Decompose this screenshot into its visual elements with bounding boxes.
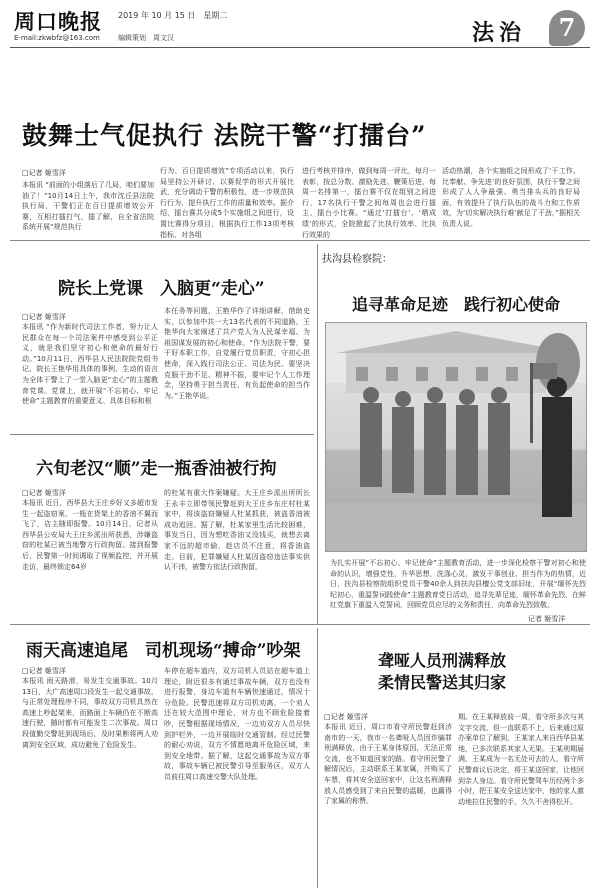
article-party-lecture-col-1: 本报讯 “作为新时代司法工作者，努力让人民群众在每一个司法案件中感受到公平正义，就是我们坚守初心和使命的最好行动。”10月11日，西华县人民法院院党组书记、院长王艳华用具体的事例、生动的语言为全体干警上了一堂入脑更“走心”的主题教育党课。党课上，就开展“不忘初心、牢记使命”主题教育的重要意义、具体目标和根 (22, 323, 158, 406)
section-title: 法治 (472, 20, 527, 46)
photo-article-headline: 追寻革命足迹 践行初心使命 (352, 295, 561, 314)
article-sesame-oil-headline: 六旬老汉“顺”走一瓶香油被行拘 (36, 459, 277, 479)
article-release-col-1: 本报讯 近日，周口市看守所民警赶到济南市的一天，我市一名聋哑人员因诈骗罪刑满释放，由于王某身体原因，无法正常交流，也不知道回家的路。看守所民警了解情况后，主动联系王某家属，并购买了车票，将其安全送回家中，让这名刑满释放人员感受到了来自民警的温暖，也赢得了家属的称赞。 (324, 723, 452, 806)
article-release-col-2: 期。在王某释放前一周，看守所多次与其文字交流，但一直联系不上，后来通过原办案单位了解到，王某家人来自西华县某地，已多次联系其家人无果。王某刑期届满，王某成为一名无处可去的人，看守所民警商议后决定，将王某送回家，让他回到亲人身边。看守所民警驾车历经两个多小时，把王某安全送达家中，他的家人激动地拉住民警的手，久久不舍得松开。 (458, 713, 584, 806)
article-divider-1 (10, 434, 314, 435)
photo-article-kicker: 扶沟县检察院： (322, 254, 392, 265)
lead-headline: 鼓舞士气促执行 法院干警“打擂台” (22, 121, 427, 150)
lead-col-3: 进行考核并排序，做到每周一评比，每月一表彰，按总分数、激励先进、鞭策后进，每周一名排第一，擂台赛不仅在组别之间进行，17名执行干警之间每周也会进行擂主、擂台小比赛。“通过‘打擂台’、‘晒成绩’的形式，全院掀起了比执行效率、比执行效果的 (302, 167, 436, 238)
article-sesame-oil-col-2: 的杜某有重大作案嫌疑。大王庄乡派出所所长王永丰立即带领民警赶到大王庄乡东庄村杜某家中，将该盗窃嫌疑人杜某抓获，被盗香油被成功追回。据了解，杜某家里生活比较困难，事发当日，因为想吃香油又没钱买，就想去离家不远的超市偷，趁店员不注意，将香油盗走。目前，犯罪嫌疑人杜某因盗窃违法事实供认不讳，被警方依法行政拘留。 (164, 489, 310, 572)
masthead-rule (10, 47, 590, 48)
photo-caption: 为扎实开展“不忘初心、牢记使命”主题教育活动，进一步深化检察干警对初心和使命的认识，增强党性，升华思想，洗涤心灵，激发干事创业、担当作为的热情，近日，扶沟县检察院组织党员干警40余人到扶沟县檀公党支部旧址，开展“缅怀先烈纪初心，重温誓词践使命”主题教育党日活动，追寻先辈足迹，缅怀革命先烈，在鲜红党旗下重温入党誓词，回顾党员应尽的义务和责任，向革命先烈致敬。 (330, 559, 586, 610)
article-highway-col-1: 本报讯 雨天路滑，易发生交通事故。10月13日，大广高速周口段发生一起交通事故，与正常处理程序不同，事故双方司机具然在高速上吵起架来，而路面上车辆仍在不断高速行驶，随时都有可能发生二次事故。周口段值勤交警赶到现场后，及时果断将两人劝离到安全区域，成功避免了危险发生。 (22, 677, 158, 749)
article-release-headline-2: 柔情民警送其归家 (378, 673, 507, 692)
page-number-badge: 7 (549, 10, 585, 46)
article-party-lecture-byline: □记者 姬雪洋 (22, 313, 66, 321)
article-highway-col-2: 车停在超车道内，双方司机人员站在超车道上理论，附近很多有通过事故车辆，双方也没有进行报警，身边车道有车辆快速通过，情况十分危险。民警迅速将双方司机劝离，一个劝人还在较大范围中理论，对方也不顾危险接着吵，民警根据现场情况，一边劝双方人员尽快到护栏外，一边开展临时交通管制。经过民警的耐心劝说，双方不情愿地离开危险区域，来到安全地带。据了解，这起交通事故为双方事故，事故车辆已被民警引导至服务区，双方人员前往周口高速交警大队处理。 (164, 667, 310, 781)
editor-credit: 编辑策划 周文汉 (118, 34, 174, 42)
photo-credit: 记者 姬雪洋 (528, 615, 566, 623)
article-sesame-oil-col-1: 本报讯 近日，西华县大王庄乡好又多超市发生一起盗窃案，一瓶在货架上的香油不翼而飞了，店主随即报警。10月14日，记者从西华县公安局大王庄乡派出所获悉，涉嫌盗窃的杜某已被当地警方行政拘留。接到报警后，民警第一时间调取了视频监控，并开展走访，最终锁定64岁 (22, 499, 158, 571)
article-divider-2 (10, 624, 590, 625)
column-divider (317, 244, 318, 624)
article-release-headline-1: 聋哑人员刑满释放 (378, 651, 507, 670)
article-highway-byline: □记者 姬雪洋 (22, 667, 66, 675)
newspaper-logo: 周口晚报 (14, 9, 102, 34)
lead-col-2: 行为、百日提质增效”专项活动以来，执行局坚持公开研讨、以赛促学的形式开展比武，充分调动干警的积极性，进一步规范执行行为，提升执行工作的质量和效率。据介绍，擂台赛共分成5个实施组之间进行，设置比赛得分项目，根据执行工作13项考核指标，对各组 (160, 167, 294, 238)
column-divider-lower (317, 628, 318, 888)
contact-email: E-mail:zkwbfz@163.com (14, 34, 100, 42)
article-release-byline: □记者 姬雪洋 (324, 713, 368, 721)
article-party-lecture-headline: 院长上党课 入脑更“走心” (58, 279, 265, 299)
issue-date: 2019 年 10 月 15 日 星期二 (118, 11, 228, 20)
ceremony-photo-illustration (326, 323, 586, 551)
article-party-lecture-col-2: 本任务等问题，王艳华作了详细讲解，借助史实，以参加中共一大13名代表的不同道路，王艳华向大家阐述了共产党人为人民谋幸福、为祖国谋发展的初心和使命。“作为法院干警，要干好本职工作，自觉履行党员职责，守初心担使命，深入践行司法公正、司法为民。要坚决克服干劲不足、精神不振，要牢记个人工作理念，坚持勇于担当责任，有负起使命的担当作为。”王艳华说。 (164, 307, 310, 400)
lead-byline: □记者 姬雪洋 (22, 169, 66, 177)
lead-divider (10, 240, 590, 241)
article-sesame-oil-byline: □记者 姬雪洋 (22, 489, 66, 497)
article-highway-headline: 雨天高速追尾 司机现场“搏命”吵架 (26, 641, 301, 661)
ceremony-photo (325, 322, 587, 552)
lead-col-4: 活动热潮，各个实施组之间形成了‘干工作、比奉献、争先进’的良好氛围，执行干警之间形成了人人争最强、勇当排头兵的良好局面，有效提升了执行队伍的战斗力和工作质效，为‘切实解决执行难’献足了干劲，”据相关负责人说。 (442, 167, 580, 228)
lead-col-1: 本报讯 “前面的小组落后了几局，咱们要加油了！”10月14日上午，我市沈丘县法院执行局，干警们正在百日提质增效公开赛，互相打擂打气，擂了解，自全省法院系统开展“规范执行 (22, 181, 154, 232)
